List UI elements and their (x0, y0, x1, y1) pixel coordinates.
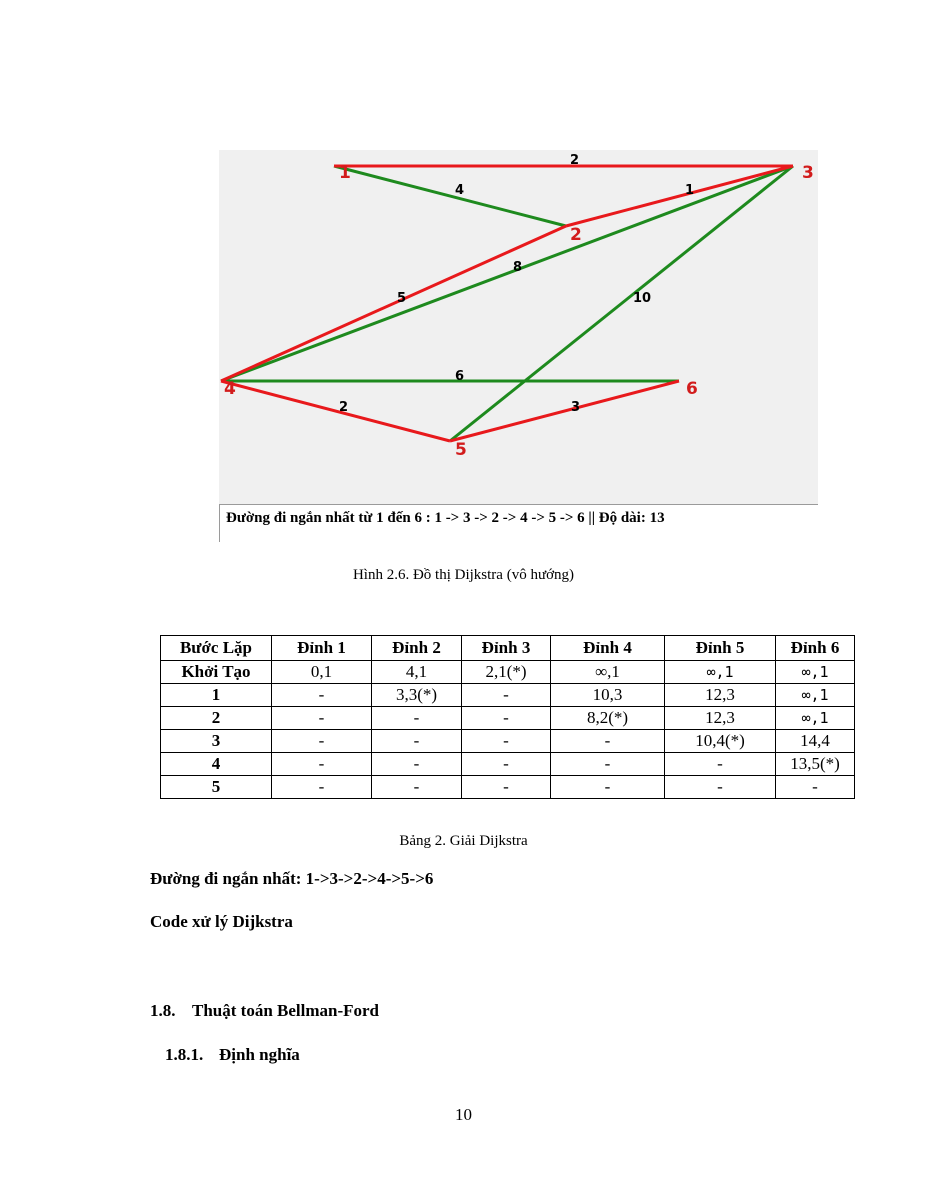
table-cell: 10,3 (551, 684, 665, 707)
table-header-cell: Đỉnh 3 (462, 636, 551, 661)
table-header-cell: Bước Lặp (161, 636, 272, 661)
table-cell: 4,1 (372, 661, 462, 684)
table-cell: 10,4(*) (665, 730, 776, 753)
page-number: 10 (455, 1105, 472, 1124)
table-row (161, 753, 855, 776)
section-heading (150, 1001, 379, 1021)
node-label-4: 4 (224, 379, 236, 399)
table-cell: ∞,1 (776, 661, 855, 684)
table-cell: 4 (161, 753, 272, 776)
table-cell: ∞,1 (776, 684, 855, 707)
table-cell: 2 (161, 707, 272, 730)
table-cell: - (272, 684, 372, 707)
table-cell: 3,3(*) (372, 684, 462, 707)
table-header-cell: Đỉnh 6 (776, 636, 855, 661)
subsection-title: Định nghĩa (219, 1045, 300, 1064)
table-cell: 0,1 (272, 661, 372, 684)
table-cell: ∞,1 (551, 661, 665, 684)
edge-weight-4-5: 2 (339, 400, 349, 415)
table-cell: - (372, 776, 462, 799)
node-label-2: 2 (570, 225, 582, 245)
edge-weight-2-3: 1 (685, 183, 695, 198)
table-cell: - (462, 753, 551, 776)
table-header-cell: Đỉnh 2 (372, 636, 462, 661)
table-cell: 2,1(*) (462, 661, 551, 684)
edge-weight-5-3: 10 (633, 291, 652, 306)
table-cell: - (462, 707, 551, 730)
table-cell: - (776, 776, 855, 799)
table-cell: - (272, 753, 372, 776)
node-label-3: 3 (802, 163, 814, 183)
table-cell: ∞,1 (776, 707, 855, 730)
table-caption: Bảng 2. Giải Dijkstra (399, 833, 528, 849)
table-header-cell: Đỉnh 1 (272, 636, 372, 661)
dijkstra-table (160, 635, 855, 799)
table-cell: Khởi Tạo (161, 661, 272, 684)
table-cell: - (462, 730, 551, 753)
table-cell: - (551, 753, 665, 776)
table-cell: 5 (161, 776, 272, 799)
table-row (161, 684, 855, 707)
edge-weight-1-2: 4 (455, 183, 465, 198)
table-cell: 3 (161, 730, 272, 753)
table-cell: - (665, 776, 776, 799)
edge-weight-4-3: 8 (513, 260, 523, 275)
node-label-6: 6 (686, 379, 698, 399)
table-row (161, 776, 855, 799)
table-row (161, 707, 855, 730)
table-header-row (161, 636, 855, 661)
table-cell: 12,3 (665, 707, 776, 730)
table-cell: 14,4 (776, 730, 855, 753)
table-row (161, 661, 855, 684)
shortest-path-text: Đường đi ngắn nhất: 1->3->2->4->5->6 (150, 869, 434, 888)
code-heading: Code xử lý Dijkstra (150, 912, 293, 931)
table-header-cell: Đỉnh 5 (665, 636, 776, 661)
table-cell: ∞,1 (665, 661, 776, 684)
table-header-cell: Đỉnh 4 (551, 636, 665, 661)
figure-caption: Hình 2.6. Đồ thị Dijkstra (vô hướng) (352, 567, 575, 583)
subsection-heading (165, 1045, 300, 1065)
table-cell: - (272, 776, 372, 799)
dijkstra-graph-figure (219, 150, 818, 542)
graph-canvas (219, 150, 818, 542)
table-cell: - (372, 730, 462, 753)
table-cell: 8,2(*) (551, 707, 665, 730)
table-cell: - (372, 707, 462, 730)
table-cell: - (551, 730, 665, 753)
table-cell: - (372, 753, 462, 776)
edge-weight-5-6: 3 (571, 400, 581, 415)
table-cell: - (551, 776, 665, 799)
edge-weight-4-2: 5 (397, 291, 407, 306)
table-row (161, 730, 855, 753)
table-cell: 1 (161, 684, 272, 707)
table-cell: 13,5(*) (776, 753, 855, 776)
table-cell: - (462, 776, 551, 799)
edge-weight-1-3: 2 (570, 153, 580, 168)
result-status-box (219, 504, 818, 542)
section-number: 1.8. (150, 1001, 176, 1020)
table-cell: - (272, 707, 372, 730)
edge-weight-4-6: 6 (455, 369, 465, 384)
section-title: Thuật toán Bellman-Ford (192, 1001, 380, 1020)
subsection-number: 1.8.1. (165, 1045, 204, 1064)
node-label-5: 5 (455, 440, 467, 460)
table-cell: - (272, 730, 372, 753)
node-label-1: 1 (339, 163, 351, 183)
table-cell: - (665, 753, 776, 776)
result-status-text: Đường đi ngắn nhất từ 1 đến 6 : 1 -> 3 -> 2 -> 4 -> 5 -> 6 || Độ dài: 13 (226, 510, 665, 526)
table-cell: - (462, 684, 551, 707)
table-cell: 12,3 (665, 684, 776, 707)
